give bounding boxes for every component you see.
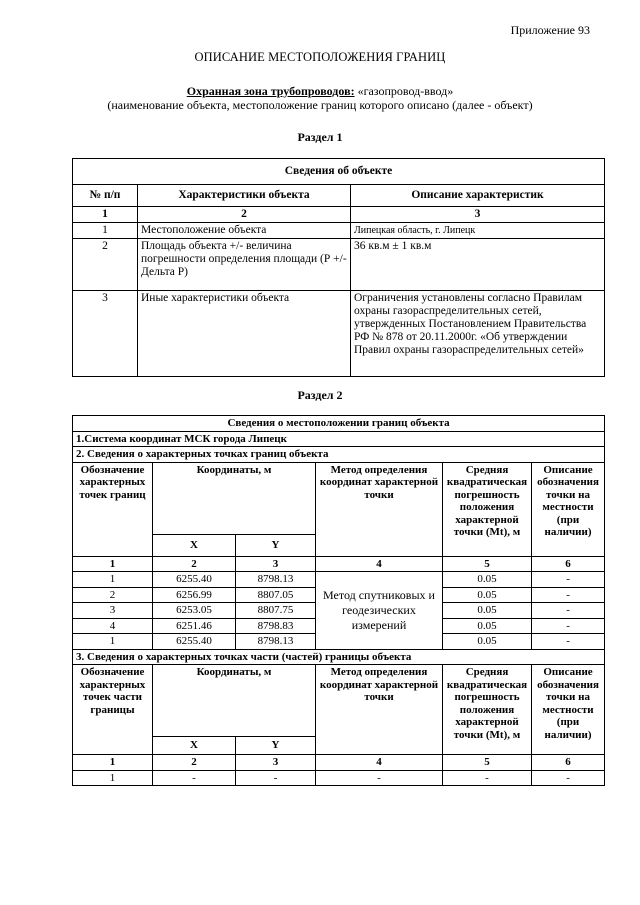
- header-cell: Метод определения координат характерной точки: [316, 462, 443, 556]
- header-cell: Описание обозначения точки на местности (при наличии): [532, 665, 605, 755]
- table-title: Сведения об объекте: [73, 159, 605, 185]
- point-desc: -: [532, 618, 605, 634]
- row-number: 2: [73, 239, 138, 291]
- num-cell: 1: [73, 755, 153, 771]
- row-description: Ограничения установлены согласно Правилам охраны газораспределительных сетей, утвержденных Постановлением Правительства РФ № 878 от 20.11.2000г. «Об утверждении Правил охраны газораспределительных сетей»: [351, 291, 605, 377]
- header-cell: Описание характеристик: [351, 185, 605, 207]
- table-title: Сведения о местоположении границ объекта: [73, 416, 605, 432]
- point-id: 2: [73, 587, 153, 603]
- object-value: «газопровод-ввод»: [354, 84, 454, 98]
- header-cell: Обозначение характерных точек границ: [73, 462, 153, 556]
- object-info-table: [72, 158, 605, 377]
- point-y: 8807.05: [236, 587, 316, 603]
- coord-system: 1.Система координат МСК города Липецк: [73, 431, 605, 447]
- point-x: 6253.05: [153, 603, 236, 619]
- part-cell: -: [153, 770, 236, 786]
- header-cell: Средняя квадратическая погрешность положения характерной точки (Mt), м: [443, 665, 532, 755]
- object-label: Охранная зона трубопроводов:: [186, 84, 355, 98]
- num-cell: 6: [532, 755, 605, 771]
- point-desc: -: [532, 587, 605, 603]
- header-cell: Средняя квадратическая погрешность положения характерной точки (Mt), м: [443, 462, 532, 556]
- section2-title: Раздел 2: [297, 388, 343, 402]
- header-cell: Обозначение характерных точек части границы: [73, 665, 153, 755]
- method-cell: Метод спутниковых и геодезических измерений: [316, 572, 443, 650]
- table-row: [73, 291, 605, 377]
- table-row: [73, 223, 605, 239]
- point-y: 8798.13: [236, 634, 316, 650]
- num-cell: 5: [443, 755, 532, 771]
- header-x: X: [153, 534, 236, 556]
- page-title: ОПИСАНИЕ МЕСТОПОЛОЖЕНИЯ ГРАНИЦ: [194, 50, 446, 64]
- table-row: [73, 572, 605, 588]
- part-cell: -: [532, 770, 605, 786]
- point-id: 1: [73, 634, 153, 650]
- point-mt: 0.05: [443, 618, 532, 634]
- row-characteristic: Местоположение объекта: [138, 223, 351, 239]
- point-x: 6251.46: [153, 618, 236, 634]
- point-id: 1: [73, 572, 153, 588]
- point-mt: 0.05: [443, 572, 532, 588]
- header-cell: Описание обозначения точки на местности (при наличии): [532, 462, 605, 556]
- table-row: [73, 239, 605, 291]
- num-cell: 4: [316, 755, 443, 771]
- header-cell: Характеристики объекта: [138, 185, 351, 207]
- table-row: [73, 770, 605, 786]
- point-y: 8807.75: [236, 603, 316, 619]
- num-cell: 2: [153, 556, 236, 572]
- point-id: 3: [73, 603, 153, 619]
- num-cell: 6: [532, 556, 605, 572]
- num-cell: 2: [153, 755, 236, 771]
- header-cell: № п/п: [73, 185, 138, 207]
- num-cell: 1: [73, 207, 138, 223]
- row-characteristic: Иные характеристики объекта: [138, 291, 351, 377]
- header-x: X: [153, 737, 236, 755]
- point-desc: -: [532, 572, 605, 588]
- point-y: 8798.13: [236, 572, 316, 588]
- row-description: 36 кв.м ± 1 кв.м: [351, 239, 605, 291]
- point-desc: -: [532, 603, 605, 619]
- part-cell: -: [443, 770, 532, 786]
- part-cell: -: [316, 770, 443, 786]
- subsection-title: 3. Сведения о характерных точках части (частей) границы объекта: [73, 649, 605, 665]
- point-id: 4: [73, 618, 153, 634]
- subsection-title: 2. Сведения о характерных точках границ объекта: [73, 447, 605, 463]
- header-y: Y: [236, 534, 316, 556]
- point-mt: 0.05: [443, 603, 532, 619]
- header-cell: Координаты, м: [153, 462, 316, 534]
- num-cell: 4: [316, 556, 443, 572]
- row-number: 3: [73, 291, 138, 377]
- point-x: 6256.99: [153, 587, 236, 603]
- object-line: [0, 84, 640, 99]
- num-cell: 3: [351, 207, 605, 223]
- point-y: 8798.83: [236, 618, 316, 634]
- header-cell: Метод определения координат характерной точки: [316, 665, 443, 755]
- num-cell: 3: [236, 556, 316, 572]
- point-mt: 0.05: [443, 634, 532, 650]
- appendix-label: Приложение 93: [510, 23, 590, 37]
- header-cell: Координаты, м: [153, 665, 316, 737]
- num-cell: 3: [236, 755, 316, 771]
- row-number: 1: [73, 223, 138, 239]
- point-desc: -: [532, 634, 605, 650]
- point-x: 6255.40: [153, 634, 236, 650]
- row-description: Липецкая область, г. Липецк: [351, 223, 605, 239]
- header-y: Y: [236, 737, 316, 755]
- num-cell: 5: [443, 556, 532, 572]
- part-cell: -: [236, 770, 316, 786]
- num-cell: 1: [73, 556, 153, 572]
- section1-title: Раздел 1: [297, 130, 343, 144]
- point-mt: 0.05: [443, 587, 532, 603]
- row-characteristic: Площадь объекта +/- величина погрешности определения площади (Р +/- Дельта Р): [138, 239, 351, 291]
- object-note: (наименование объекта, местоположение границ которого описано (далее - объект): [107, 98, 533, 112]
- num-cell: 2: [138, 207, 351, 223]
- boundary-table: [72, 415, 605, 786]
- point-x: 6255.40: [153, 572, 236, 588]
- part-cell: 1: [73, 770, 153, 786]
